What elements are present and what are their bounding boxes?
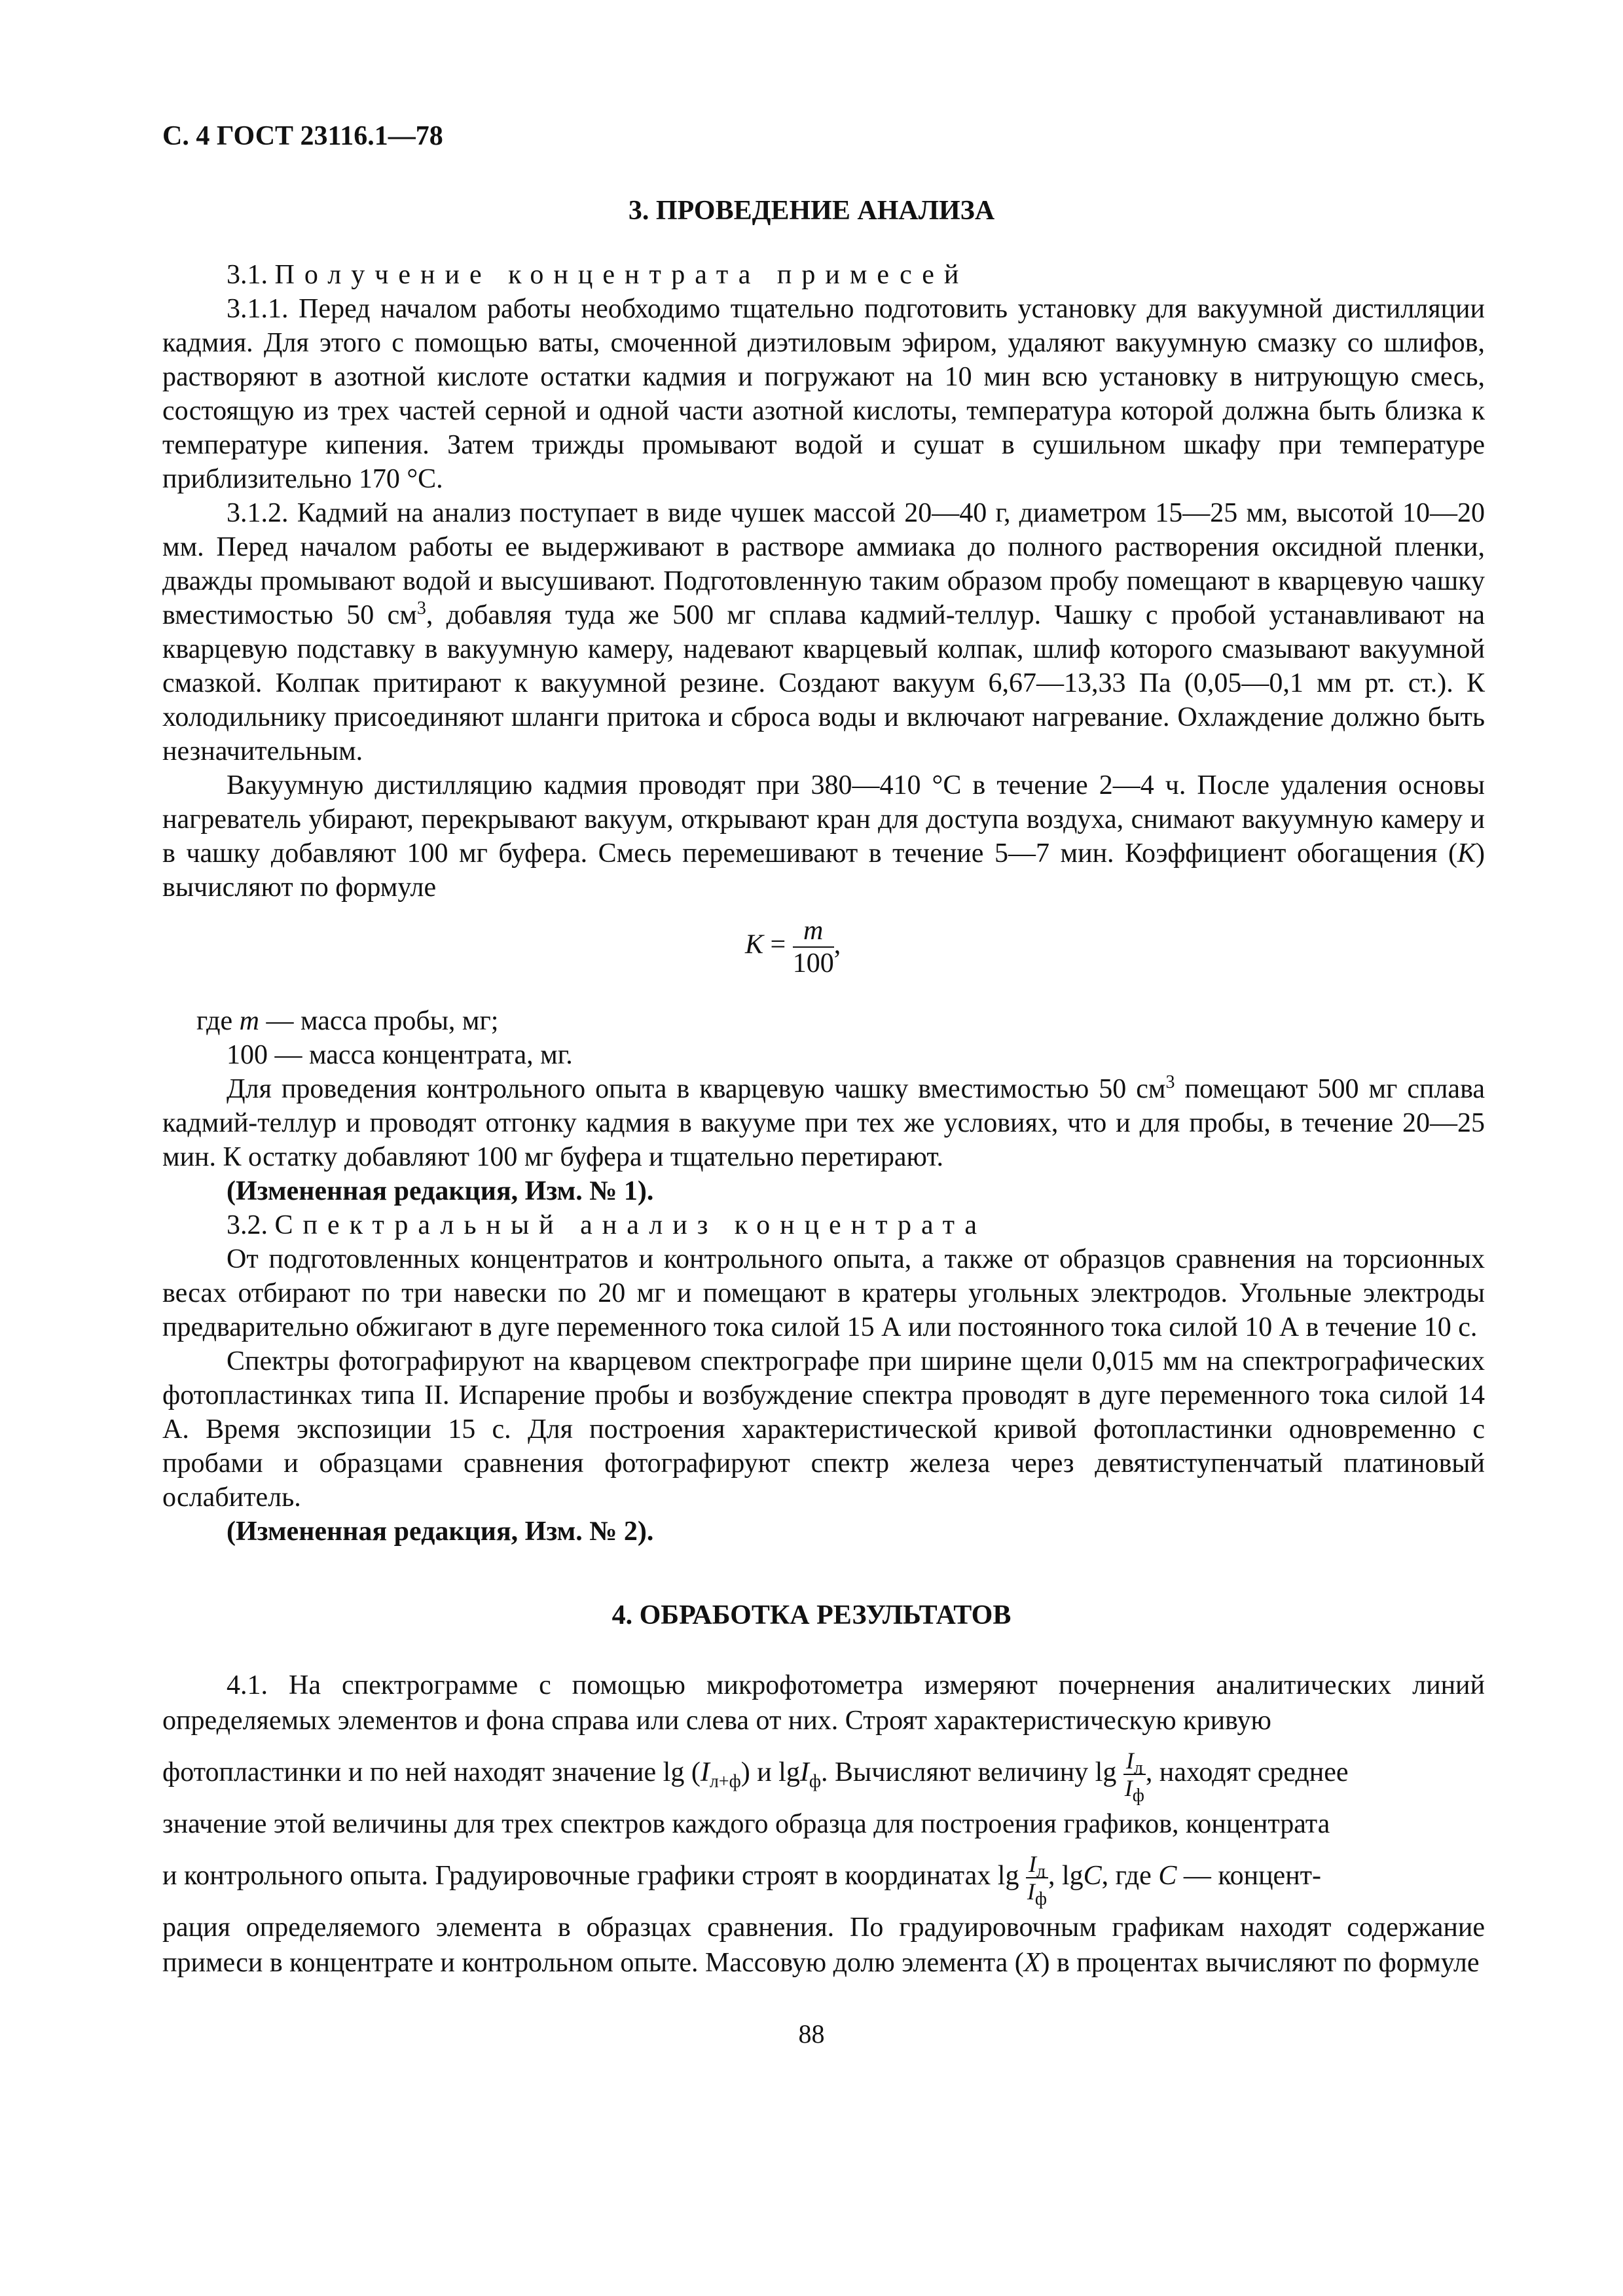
ratio-numerator bbox=[1123, 1748, 1146, 1779]
text-run: , находят среднее bbox=[1145, 1757, 1349, 1787]
formula-denominator: 100 bbox=[792, 948, 834, 978]
subscript: ф bbox=[809, 1771, 822, 1792]
paragraph-3-2-2: Спектры фотографируют на кварцевом спектрографе при ширине щели 0,015 мм на спектрографических фотопластинках типа II. Испарение пробы и возбуждение спектра проводят в дуге переменного тока силой 14 А. Время экспозиции 15 с. Для построения характеристической кривой фотопластинки одновременно с пробами и образцами сравнения фотографируют спектр железа через девятиступенчатый платиновый ослабитель. bbox=[162, 1346, 1485, 1513]
formula-fraction bbox=[793, 915, 834, 979]
text-run: где bbox=[196, 1006, 240, 1036]
subsection-title: Получение концентрата примесей bbox=[274, 260, 969, 290]
subscript: л+ф bbox=[709, 1771, 741, 1792]
variable: C bbox=[1158, 1861, 1177, 1891]
paragraph-4-1-line-4: значение этой величины для трех спектров каждого образца для построения графиков, концентрата bbox=[162, 1809, 1330, 1839]
paragraph-vacuum-distillation bbox=[162, 768, 1485, 905]
formula-tail: , bbox=[833, 929, 841, 960]
formula-enrichment-coefficient bbox=[0, 908, 1623, 994]
variable: C bbox=[1083, 1861, 1102, 1891]
text-run: 3.1.2. Кадмий на анализ поступает в виде чушек массой 20—40 г, диаметром 15—25 мм, высотой 10—20 мм. Перед началом работы ее выдерживают в растворе аммиака до полного растворения оксидной пленки, дважды промывают водой и высушивают. Подготовленную таким образом пробу помещают в кварцевую чашку вместимостью 50 см bbox=[162, 498, 1485, 630]
superscript: 3 bbox=[1165, 1072, 1175, 1092]
paragraph-control-experiment bbox=[162, 1072, 1485, 1174]
variable: m bbox=[239, 1006, 259, 1036]
text-run: помещают 500 мг сплава кадмий-теллур и проводят отгонку кадмия в вакууме при тех же условиях, что и для пробы, в течение 20—25 мин. К остатку добавляют 100 мг буфера и тщательно перетирают. bbox=[162, 1074, 1485, 1172]
variable: I bbox=[1028, 1851, 1036, 1878]
paragraph-4-1-line-6 bbox=[162, 1910, 1485, 1981]
text-run: . Вычисляют величину lg bbox=[821, 1757, 1117, 1787]
text-run: ) и lg bbox=[740, 1757, 800, 1787]
section-4-title: 4. ОБРАБОТКА РЕЗУЛЬТАТОВ bbox=[611, 1600, 1012, 1630]
subsection-number: 3.1. bbox=[227, 260, 268, 290]
variable: K bbox=[1457, 838, 1476, 869]
subscript: л bbox=[1133, 1758, 1143, 1779]
ratio-fraction bbox=[1026, 1851, 1048, 1910]
ratio-numerator bbox=[1026, 1851, 1048, 1882]
amendment-note-1: (Измененная редакция, Изм. № 1). bbox=[227, 1176, 654, 1206]
text-run: фотопластинки и по ней находят значение lg ( bbox=[162, 1757, 701, 1787]
formula-where-1 bbox=[196, 1004, 1480, 1038]
formula-numerator: m bbox=[793, 915, 834, 948]
subsection-number: 3.2. bbox=[227, 1210, 268, 1240]
amendment-note-2: (Измененная редакция, Изм. № 2). bbox=[227, 1516, 654, 1547]
page-header: С. 4 ГОСТ 23116.1—78 bbox=[162, 121, 443, 151]
text-run: — масса пробы, мг; bbox=[259, 1006, 499, 1036]
section-3-title: 3. ПРОВЕДЕНИЕ АНАЛИЗА bbox=[628, 196, 995, 226]
text-run: Вакуумную дистилляцию кадмия проводят при 380—410 °С в течение 2—4 ч. После удаления основы нагреватель убирают, перекрывают вакуум, открывают кран для доступа воздуха, снимают вакуумную камеру и в чашку добавляют 100 мг буфера. Смесь перемешивают в течение 5—7 мин. Коэффициент обогащения ( bbox=[162, 770, 1485, 869]
text-run: ) вычисляют по формуле bbox=[162, 838, 1485, 903]
paragraph-3-1-1: 3.1.1. Перед началом работы необходимо тщательно подготовить установку для вакуумной дистилляции кадмия. Для этого с помощью ваты, смоченной диэтиловым эфиром, удаляют вакуумную смазку со шлифов, растворяют в азотной кислоте остатки кадмия и погружают на 10 мин всю установку в нитрующую смесь, состоящую из трех частей серной и одной части азотной кислоты, температура которой должна быть близка к температуре кипения. Затем трижды промывают водой и сушат в сушильном шкафу при температуре приблизительно 170 °С. bbox=[162, 294, 1485, 494]
subscript: ф bbox=[1132, 1785, 1144, 1806]
ratio-denominator bbox=[1026, 1878, 1048, 1910]
text-run: , где bbox=[1101, 1861, 1159, 1891]
section-4-body bbox=[162, 1668, 1485, 1981]
text-run: , lg bbox=[1048, 1861, 1084, 1891]
paragraph-4-1-line-3 bbox=[162, 1738, 1485, 1806]
formula-lhs: K bbox=[745, 929, 764, 960]
subscript: ф bbox=[1034, 1889, 1048, 1910]
text-run: , добавляя туда же 500 мг сплава кадмий-теллур. Чашку с пробой устанавливают на кварцевую подставку в вакуумную камеру, надевают кварцевый колпак, шлиф которого смазывают вакуумной смазкой. Колпак притирают к вакуумной резине. Создают вакуум 6,67—13,33 Па (0,05—0,1 мм рт. ст.). К холодильнику присоединяют шланги притока и сброса воды и включают нагревание. Охлаждение должно быть незначительным. bbox=[162, 600, 1485, 766]
variable: I bbox=[1125, 1748, 1134, 1774]
paragraph-3-1-2 bbox=[162, 496, 1485, 768]
subsection-title: Спектральный анализ концентрата bbox=[274, 1210, 987, 1240]
text-run: рация определяемого элемента в образцах сравнения. По градуировочным графикам находят содержание примеси в концентрате и контрольном опыте. Массовую долю элемента ( bbox=[162, 1912, 1485, 1978]
text-run: — концент- bbox=[1176, 1861, 1322, 1891]
section-3-body bbox=[162, 258, 1485, 905]
superscript: 3 bbox=[416, 598, 426, 619]
page-number: 88 bbox=[798, 2019, 825, 2049]
variable: I bbox=[700, 1757, 710, 1787]
variable: I bbox=[1027, 1878, 1035, 1905]
subsection-3-2-heading bbox=[162, 1208, 1485, 1242]
formula-where-2: 100 — масса концентрата, мг. bbox=[227, 1040, 573, 1070]
variable: X bbox=[1023, 1948, 1041, 1978]
subscript: л bbox=[1036, 1861, 1046, 1882]
variable: I bbox=[1124, 1775, 1133, 1802]
ratio-fraction bbox=[1123, 1748, 1146, 1806]
paragraph-4-1-line-5 bbox=[162, 1842, 1485, 1910]
text-run: Для проведения контрольного опыта в кварцевую чашку вместимостью 50 см bbox=[227, 1074, 1166, 1104]
subsection-3-1-heading bbox=[162, 258, 1485, 292]
formula-equals: = bbox=[763, 929, 793, 960]
ratio-denominator bbox=[1123, 1775, 1146, 1806]
variable: I bbox=[799, 1757, 809, 1787]
paragraph-3-2-1: От подготовленных концентратов и контрольного опыта, а также от образцов сравнения на торсионных весах отбирают по три навески по 20 мг и помещают в кратеры угольных электродов. Угольные электроды предварительно обжигают в дуге переменного тока силой 15 А или постоянного тока силой 10 А в течение 10 с. bbox=[162, 1244, 1485, 1342]
section-3-body-continued bbox=[162, 1072, 1485, 1549]
text-run: и контрольного опыта. Градуировочные графики строят в координатах lg bbox=[162, 1861, 1019, 1891]
text-run: ) в процентах вычисляют по формуле bbox=[1040, 1948, 1480, 1978]
paragraph-4-1-line-1: 4.1. На спектрограмме с помощью микрофотометра измеряют почернения аналитических линий определяемых элементов и фона справа или слева от них. Строят характеристическую кривую bbox=[162, 1670, 1485, 1736]
